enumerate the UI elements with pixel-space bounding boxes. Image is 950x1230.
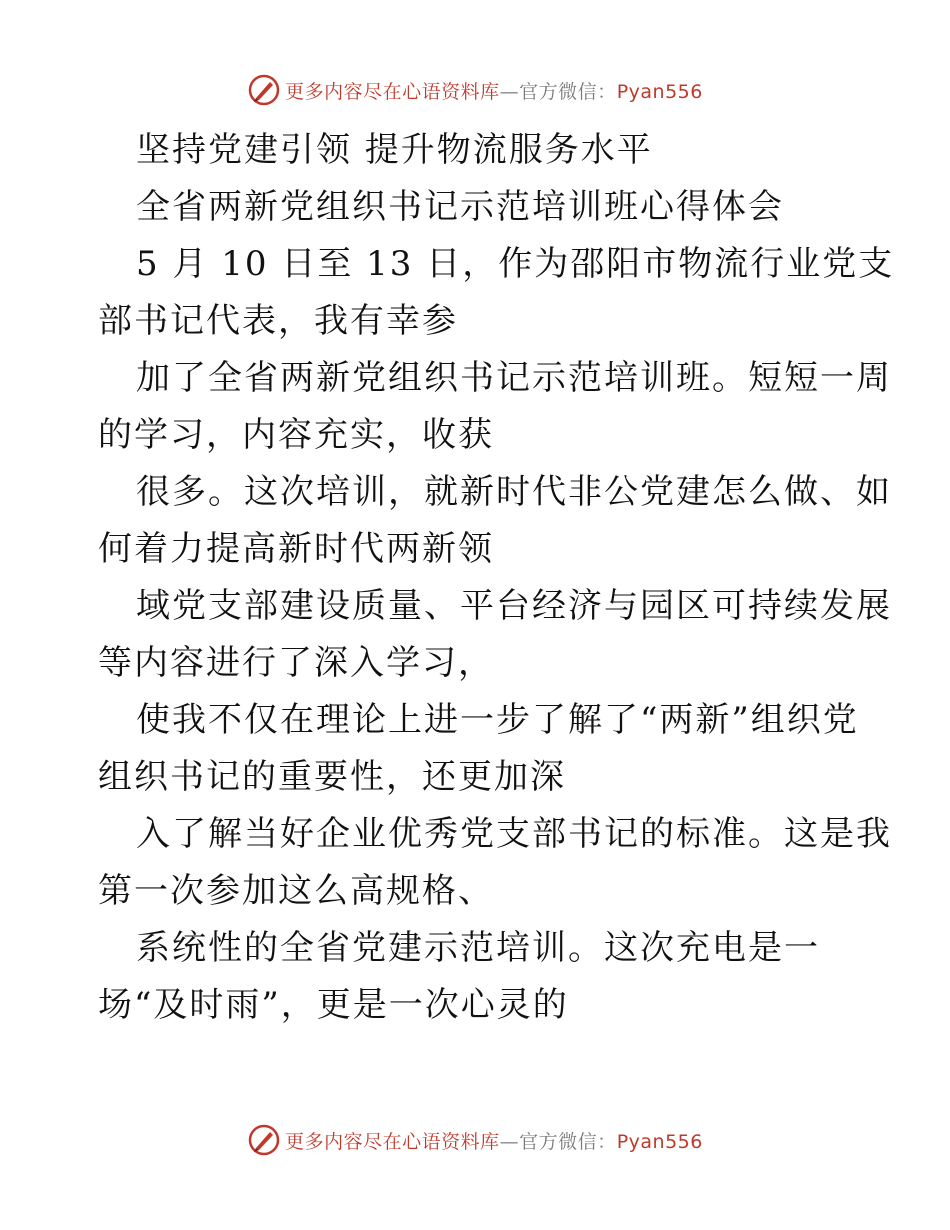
text-line: 等内容进行了深入学习， <box>98 643 494 683</box>
text-line: 的学习，内容充实，收获 <box>98 415 494 455</box>
watermark-brand: 更多内容尽在心语资料库 <box>285 1130 500 1153</box>
text-line: 域党支部建设质量、平台经济与园区可持续发展 <box>136 586 892 626</box>
text-line: 入了解当好企业优秀党支部书记的标准。这是我 <box>136 814 892 854</box>
document-title: 坚持党建引领 提升物流服务水平 <box>136 130 653 170</box>
watermark-wechat-id: Pyan556 <box>616 80 703 103</box>
text-line: 系统性的全省党建示范培训。这次充电是一 <box>136 928 820 968</box>
watermark-text <box>285 77 703 104</box>
text-line: 使我不仅在理论上进一步了解了“两新”组织党 <box>136 700 859 740</box>
watermark-brand: 更多内容尽在心语资料库 <box>285 80 500 103</box>
header-watermark-banner <box>0 70 950 110</box>
text-line: 很多。这次培训，就新时代非公党建怎么做、如 <box>136 472 892 512</box>
pen-logo-icon <box>247 73 281 107</box>
text-line: 组织书记的重要性，还更加深 <box>98 757 566 797</box>
text-line: 第一次参加这么高规格、 <box>98 871 494 911</box>
watermark-label: 官方微信： <box>519 1130 617 1153</box>
text-line: 加了全省两新党组织书记示范培训班。短短一周 <box>136 358 892 398</box>
watermark-wechat-id: Pyan556 <box>616 1130 703 1153</box>
text-line: 5 月 10 日至 13 日，作为邵阳市物流行业党支 <box>136 244 895 284</box>
watermark-label: 官方微信： <box>519 80 617 103</box>
watermark-dash: — <box>499 80 520 103</box>
text-line: 场“及时雨”，更是一次心灵的 <box>98 985 569 1025</box>
document-body <box>98 122 895 1034</box>
text-line: 何着力提高新时代两新领 <box>98 529 494 569</box>
text-line: 部书记代表，我有幸参 <box>98 301 458 341</box>
watermark-text <box>285 1127 703 1154</box>
footer-watermark-banner <box>0 1120 950 1160</box>
document-subtitle: 全省两新党组织书记示范培训班心得体会 <box>136 187 784 227</box>
pen-logo-icon <box>247 1123 281 1157</box>
watermark-dash: — <box>499 1130 520 1153</box>
